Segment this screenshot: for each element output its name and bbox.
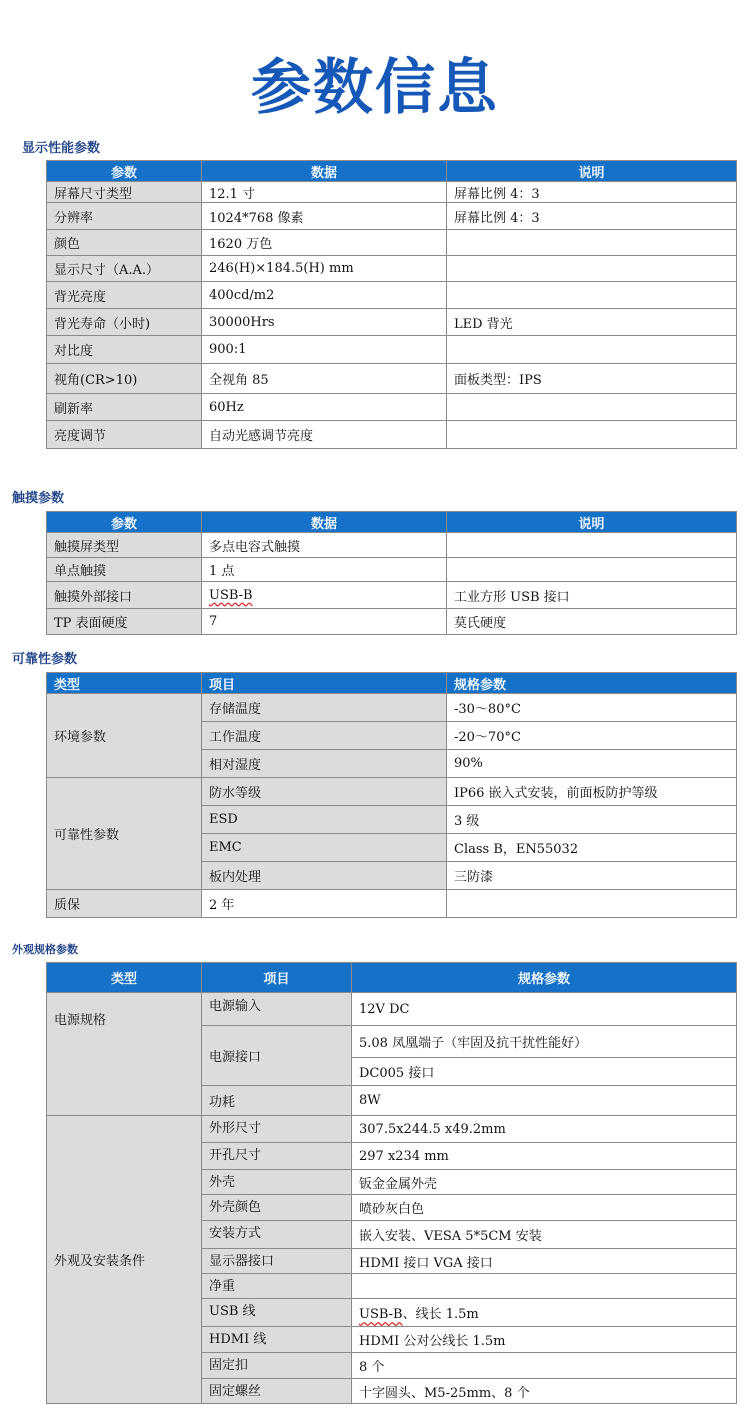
param-value: 多点电容式触摸 — [202, 533, 447, 558]
item-cell: 工作温度 — [202, 722, 447, 750]
spec-cell: 嵌入安装、VESA 5*5CM 安装 — [352, 1221, 737, 1249]
spec-cell: 307.5x244.5 x49.2mm — [352, 1116, 737, 1143]
param-note: 屏幕比例 4：3 — [447, 182, 737, 203]
param-note — [447, 336, 737, 364]
table-row — [47, 890, 737, 918]
param-value: 全视角 85 — [202, 364, 447, 394]
param-name: TP 表面硬度 — [47, 609, 202, 635]
appearance-table — [46, 962, 737, 1404]
param-value: 246(H)×184.5(H) mm — [202, 256, 447, 282]
param-note — [447, 533, 737, 558]
spec-cell: 3 级 — [447, 806, 737, 834]
item-cell: HDMI 线 — [202, 1327, 352, 1353]
param-note: 莫氏硬度 — [447, 609, 737, 635]
table-header-row — [47, 512, 737, 533]
param-note: 面板类型：IPS — [447, 364, 737, 394]
type-cell: 质保 — [47, 890, 202, 918]
item-cell: ESD — [202, 806, 447, 834]
column-header: 参数 — [47, 161, 202, 182]
table-row — [47, 558, 737, 582]
spec-cell: -30～80°C — [447, 694, 737, 722]
reliability-table — [46, 672, 737, 918]
table-row — [47, 309, 737, 336]
table-row — [47, 694, 737, 722]
param-value: 60Hz — [202, 394, 447, 421]
item-cell: 外壳颜色 — [202, 1195, 352, 1221]
item-cell: 相对湿度 — [202, 750, 447, 778]
spec-cell: 喷砂灰白色 — [352, 1195, 737, 1221]
table-row — [47, 364, 737, 394]
param-value: 自动光感调节亮度 — [202, 421, 447, 449]
display-section-title: 显示性能参数 — [22, 141, 101, 156]
item-cell: 固定扣 — [202, 1353, 352, 1379]
table-row — [47, 1116, 737, 1143]
touch-section-title: 触摸参数 — [12, 491, 65, 506]
item-cell: 电源输入 — [202, 993, 352, 1026]
item-cell: 外壳 — [202, 1170, 352, 1195]
param-value: USB-B — [202, 582, 447, 609]
param-note — [447, 230, 737, 256]
param-note — [447, 421, 737, 449]
spec-cell: 十字圆头、M5-25mm、8 个 — [352, 1379, 737, 1404]
param-note — [447, 282, 737, 309]
table-row — [47, 256, 737, 282]
column-header: 数据 — [202, 512, 447, 533]
param-name: 单点触摸 — [47, 558, 202, 582]
spec-cell: 钣金金属外壳 — [352, 1170, 737, 1195]
spec-cell: USB-B、线长 1.5m — [352, 1299, 737, 1327]
spec-cell: 8W — [352, 1086, 737, 1116]
column-header: 说明 — [447, 161, 737, 182]
item-cell: EMC — [202, 834, 447, 862]
param-note — [447, 256, 737, 282]
table-header-row — [47, 963, 737, 993]
column-header: 参数 — [47, 512, 202, 533]
item-cell: 功耗 — [202, 1086, 352, 1116]
param-value: 400cd/m2 — [202, 282, 447, 309]
table-row — [47, 182, 737, 203]
spec-cell: 三防漆 — [447, 862, 737, 890]
param-name: 亮度调节 — [47, 421, 202, 449]
table-row — [47, 582, 737, 609]
item-cell: 外形尺寸 — [202, 1116, 352, 1143]
param-value: 1620 万色 — [202, 230, 447, 256]
param-name: 视角(CR>10) — [47, 364, 202, 394]
column-header: 规格参数 — [352, 963, 737, 993]
spec-cell: 90% — [447, 750, 737, 778]
type-cell: 电源规格 — [47, 993, 202, 1116]
touch-table — [46, 511, 737, 635]
spec-cell: DC005 接口 — [352, 1058, 737, 1086]
param-name: 对比度 — [47, 336, 202, 364]
param-name: 屏幕尺寸类型 — [47, 182, 202, 203]
item-cell: USB 线 — [202, 1299, 352, 1327]
reliability-section-title: 可靠性参数 — [12, 652, 78, 667]
param-note — [447, 558, 737, 582]
table-row — [47, 421, 737, 449]
display-table — [46, 160, 737, 449]
spec-cell: HDMI 公对公线长 1.5m — [352, 1327, 737, 1353]
column-header: 项目 — [202, 673, 447, 694]
table-row — [47, 203, 737, 230]
spec-cell: HDMI 接口 VGA 接口 — [352, 1249, 737, 1274]
appearance-section-title: 外观规格参数 — [12, 943, 78, 956]
item-cell: 板内处理 — [202, 862, 447, 890]
column-header: 类型 — [47, 673, 202, 694]
table-row — [47, 609, 737, 635]
spec-cell — [352, 1274, 737, 1299]
param-name: 触摸外部接口 — [47, 582, 202, 609]
param-value: 1024*768 像素 — [202, 203, 447, 230]
table-row — [47, 336, 737, 364]
spec-cell: Class B，EN55032 — [447, 834, 737, 862]
item-cell: 2 年 — [202, 890, 447, 918]
type-cell: 环境参数 — [47, 694, 202, 778]
spec-cell: 297 x234 mm — [352, 1143, 737, 1170]
item-cell: 电源接口 — [202, 1026, 352, 1086]
param-name: 显示尺寸（A.A.） — [47, 256, 202, 282]
item-cell: 显示器接口 — [202, 1249, 352, 1274]
spec-cell: -20～70°C — [447, 722, 737, 750]
param-name: 刷新率 — [47, 394, 202, 421]
type-cell: 可靠性参数 — [47, 778, 202, 890]
table-row — [47, 993, 737, 1026]
spec-cell: 8 个 — [352, 1353, 737, 1379]
param-note: 屏幕比例 4：3 — [447, 203, 737, 230]
table-header-row — [47, 673, 737, 694]
spec-cell — [447, 890, 737, 918]
column-header: 项目 — [202, 963, 352, 993]
table-row — [47, 778, 737, 806]
column-header: 规格参数 — [447, 673, 737, 694]
item-cell: 防水等级 — [202, 778, 447, 806]
item-cell: 净重 — [202, 1274, 352, 1299]
table-header-row — [47, 161, 737, 182]
param-value: 1 点 — [202, 558, 447, 582]
page-title: 参数信息 — [251, 53, 499, 123]
param-name: 触摸屏类型 — [47, 533, 202, 558]
param-name: 颜色 — [47, 230, 202, 256]
param-value: 900:1 — [202, 336, 447, 364]
item-cell: 安装方式 — [202, 1221, 352, 1249]
table-row — [47, 533, 737, 558]
item-cell: 存储温度 — [202, 694, 447, 722]
param-note: 工业方形 USB 接口 — [447, 582, 737, 609]
column-header: 类型 — [47, 963, 202, 993]
table-row — [47, 230, 737, 256]
column-header: 数据 — [202, 161, 447, 182]
param-value: 12.1 寸 — [202, 182, 447, 203]
column-header: 说明 — [447, 512, 737, 533]
table-row — [47, 282, 737, 309]
param-note: LED 背光 — [447, 309, 737, 336]
type-cell: 外观及安装条件 — [47, 1116, 202, 1404]
item-cell: 开孔尺寸 — [202, 1143, 352, 1170]
param-value: 7 — [202, 609, 447, 635]
param-value: 30000Hrs — [202, 309, 447, 336]
param-name: 分辨率 — [47, 203, 202, 230]
param-name: 背光亮度 — [47, 282, 202, 309]
table-row — [47, 394, 737, 421]
param-name: 背光寿命（小时) — [47, 309, 202, 336]
item-cell: 固定螺丝 — [202, 1379, 352, 1404]
param-note — [447, 394, 737, 421]
spec-cell: IP66 嵌入式安装，前面板防护等级 — [447, 778, 737, 806]
spec-cell: 5.08 凤凰端子（牢固及抗干扰性能好） — [352, 1026, 737, 1058]
spec-cell: 12V DC — [352, 993, 737, 1026]
